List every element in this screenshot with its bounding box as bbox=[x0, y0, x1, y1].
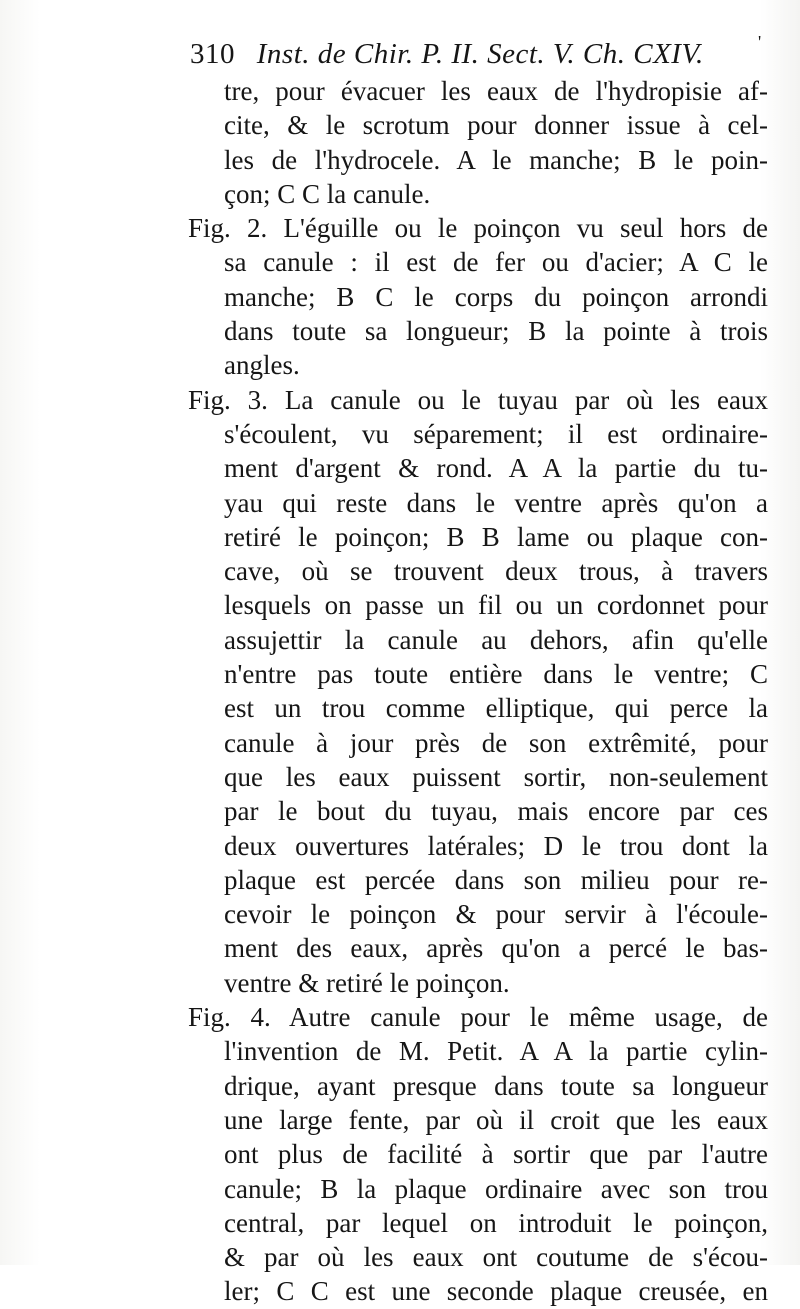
text-line: angles. bbox=[224, 350, 300, 381]
text-line: par le bout du tuyau, mais encore par ces bbox=[224, 796, 768, 827]
text-line: canule à jour près de son extrêmité, pour bbox=[224, 727, 768, 758]
text-line: ont plus de facilité à sortir que par l'autre bbox=[224, 1139, 768, 1170]
text-line: assujettir la canule au dehors, afin qu'elle bbox=[224, 624, 768, 655]
text-line: l'invention de M. Petit. A A la partie cylin- bbox=[224, 1036, 768, 1067]
text-line: central, par lequel on introduit le poinçon, bbox=[224, 1207, 768, 1238]
text-line: cave, où se trouvent deux trous, à travers bbox=[224, 556, 768, 587]
running-header bbox=[190, 32, 770, 78]
text-line: sa canule : il est de fer ou d'acier; A C le bbox=[224, 247, 768, 278]
text-line: ler; C C est une seconde plaque creusée, en bbox=[224, 1276, 768, 1307]
text-line: drique, ayant presque dans toute sa longueur bbox=[224, 1070, 768, 1101]
text-line: dans toute sa longueur; B la pointe à trois bbox=[224, 316, 768, 347]
text-line: ment d'argent & rond. A A la partie du tu- bbox=[224, 453, 768, 484]
text-line: retiré le poinçon; B B lame ou plaque con- bbox=[224, 521, 768, 552]
text-line: n'entre pas toute entière dans le ventre; C bbox=[224, 659, 768, 690]
text-line: lesquels on passe un fil ou un cordonnet pour bbox=[224, 590, 768, 621]
corner-mark: ' bbox=[758, 32, 762, 52]
text-line: deux ouvertures latérales; D le trou dont la bbox=[224, 830, 768, 861]
text-line: Fig. 3. La canule ou le tuyau par où les eaux bbox=[188, 384, 768, 415]
text-line: manche; B C le corps du poinçon arrondi bbox=[224, 281, 768, 312]
text-line: cite, & le scrotum pour donner issue à cel- bbox=[224, 110, 768, 141]
page-body-text bbox=[188, 74, 768, 1309]
text-line: que les eaux puissent sortir, non-seulement bbox=[224, 761, 768, 792]
text-line: Fig. 4. Autre canule pour le même usage, de bbox=[188, 1002, 768, 1033]
text-line: tre, pour évacuer les eaux de l'hydropisie af- bbox=[224, 76, 768, 106]
text-line: & par où les eaux ont coutume de s'écou- bbox=[224, 1242, 768, 1273]
text-line: cevoir le poinçon & pour servir à l'écoule- bbox=[224, 899, 768, 930]
text-line: ventre & retiré le poinçon. bbox=[224, 967, 510, 998]
page-number: 310 bbox=[190, 38, 235, 70]
text-line: canule; B la plaque ordinaire avec son trou bbox=[224, 1173, 768, 1204]
text-line: s'écoulent, vu séparement; il est ordinaire- bbox=[224, 418, 768, 449]
text-line: une large fente, par où il croit que les eaux bbox=[224, 1104, 768, 1135]
text-line: yau qui reste dans le ventre après qu'on a bbox=[224, 487, 768, 518]
text-line: plaque est percée dans son milieu pour re- bbox=[224, 864, 768, 895]
text-line: çon; C C la canule. bbox=[224, 178, 431, 209]
running-title: Inst. de Chir. P. II. Sect. V. Ch. CXIV. bbox=[256, 38, 704, 70]
text-line: est un trou comme elliptique, qui perce la bbox=[224, 693, 768, 724]
text-line: Fig. 2. L'éguille ou le poinçon vu seul hors de bbox=[188, 213, 768, 244]
text-line: ment des eaux, après qu'on a percé le bas- bbox=[224, 933, 768, 964]
text-line: les de l'hydrocele. A le manche; B le poin- bbox=[224, 144, 768, 175]
